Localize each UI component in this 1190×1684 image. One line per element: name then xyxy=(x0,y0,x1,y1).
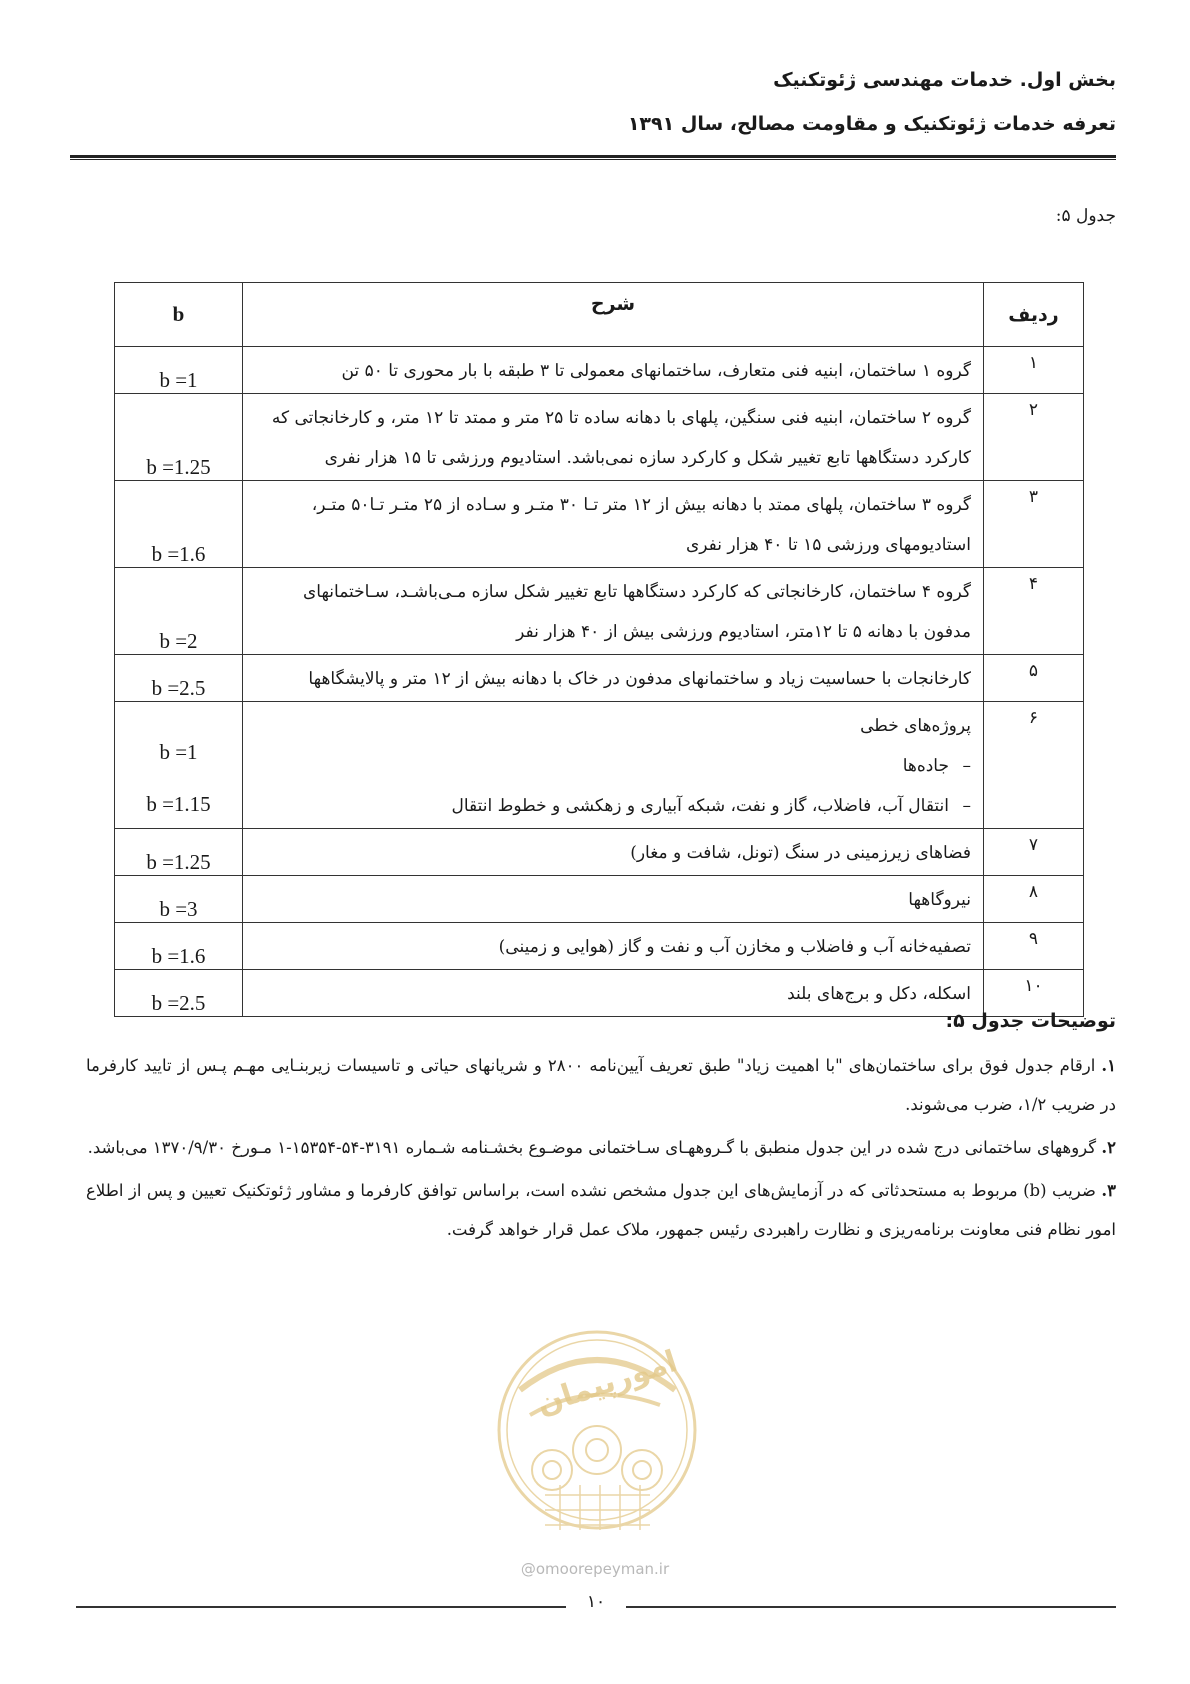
table-row xyxy=(115,347,1084,394)
watermark-url: @omoorepeyman.ir xyxy=(520,1560,670,1578)
row-number: ۸ xyxy=(984,876,1084,923)
table-notes xyxy=(86,1010,1116,1253)
row-b-value: b =2.5 xyxy=(115,655,243,702)
row-b-values xyxy=(115,702,243,829)
table-row xyxy=(115,876,1084,923)
row-description: گروه ۱ ساختمان، ابنیه فنی متعارف، ساختمانهای معمولی تا ۳ طبقه با بار محوری تا ۵۰ تن xyxy=(243,347,984,394)
coefficient-table xyxy=(114,282,1084,1017)
table-row xyxy=(115,655,1084,702)
row-description: کارخانجات با حساسیت زیاد و ساختمانهای مدفون در خاک با دهانه بیش از ۱۲ متر و پالایشگاهها xyxy=(243,655,984,702)
row-b-value: b =1.6 xyxy=(115,923,243,970)
row-number: ۲ xyxy=(984,394,1084,481)
page-footer xyxy=(76,1592,1116,1622)
note-item xyxy=(86,1128,1116,1167)
row-b-value: b =1.25 xyxy=(115,394,243,481)
watermark-logo-icon xyxy=(490,1320,705,1550)
table-row xyxy=(115,481,1084,568)
table-row xyxy=(115,829,1084,876)
row-description: تصفیه‌خانه آب و فاضلاب و مخازن آب و نفت و گاز (هوایی و زمینی) xyxy=(243,923,984,970)
table-row xyxy=(115,923,1084,970)
row-b-value: b =1.25 xyxy=(115,829,243,876)
row-number: ۱ xyxy=(984,347,1084,394)
note-text: ضریب (b) مربوط به مستحدثاتی که در آزمایش‌های این جدول مشخص نشده است، براساس توافق کارفرما و مشاور ژئوتکنیک تعیین و پس از اطلاع امور نظام فنی معاونت برنامه‌ریزی و نظارت راهبردی رئیس جمهور، ملاک عمل قرار خواهد گرفت. xyxy=(86,1181,1116,1239)
header-document-title: تعرفه خدمات ژئوتکنیک و مقاومت مصالح، سال ۱۳۹۱ xyxy=(627,113,1116,135)
row-number: ۱۰ xyxy=(984,970,1084,1017)
sub-item xyxy=(255,746,971,786)
notes-title: توضیحات جدول ۵: xyxy=(945,1010,1116,1032)
row-description: گروه ۴ ساختمان، کارخانجاتی که کارکرد دستگاهها تابع تغییر شکل سازه مـی‌باشـد، سـاختمانهای مدفون با دهانه ۵ تا ۱۲متر، استادیوم ورزشی بیش از ۴۰ هزار نفر xyxy=(243,568,984,655)
table-header-row xyxy=(115,283,1084,347)
row-b-value: b =1.15 xyxy=(146,792,211,816)
header-section-title: بخش اول. خدمات مهندسی ژئوتکنیک xyxy=(773,69,1116,91)
row-number: ۴ xyxy=(984,568,1084,655)
dash-bullet: – xyxy=(962,756,971,776)
header-b: b xyxy=(115,283,243,347)
row-number: ۷ xyxy=(984,829,1084,876)
row-description: فضاهای زیرزمینی در سنگ (تونل، شافت و مغار) xyxy=(243,829,984,876)
note-number: ۲. xyxy=(1101,1138,1116,1157)
note-item xyxy=(86,1171,1116,1249)
dash-bullet: – xyxy=(962,796,971,816)
row-b-value: b =1 xyxy=(159,740,198,764)
row-number: ۹ xyxy=(984,923,1084,970)
row-number: ۳ xyxy=(984,481,1084,568)
row-number: ۵ xyxy=(984,655,1084,702)
row-description: اسکله، دکل و برج‌های بلند xyxy=(243,970,984,1017)
row-b-value: b =2 xyxy=(115,568,243,655)
sub-item-label: جاده‌ها xyxy=(902,756,949,776)
note-number: ۳. xyxy=(1101,1181,1117,1200)
row-b-value: b =1 xyxy=(115,347,243,394)
row-description: نیروگاهها xyxy=(243,876,984,923)
note-text: گروههای ساختمانی درج شده در این جدول منطبق با گـروههـای سـاختمانی موضـوع بخشـنامه شـماره ۳۱۹۱-۵۴-۱۵۳۵۴-۱ مـورخ ۱۳۷۰/۹/۳۰ می‌باشد. xyxy=(87,1138,1097,1157)
row-description-title: پروژه‌های خطی xyxy=(860,716,971,736)
table-row xyxy=(115,568,1084,655)
page-header xyxy=(70,58,1116,146)
watermark-logo-text: امورپیمان xyxy=(532,1343,682,1423)
row-description xyxy=(243,702,984,829)
header-radif: ردیف xyxy=(984,283,1084,347)
note-item xyxy=(86,1046,1116,1124)
table-caption: جدول ۵: xyxy=(1055,206,1116,226)
table-row xyxy=(115,394,1084,481)
sub-item xyxy=(255,786,971,826)
row-description: گروه ۲ ساختمان، ابنیه فنی سنگین، پلهای با دهانه ساده تا ۲۵ متر و ممتد تا ۱۲ متر، و کارخانجاتی که کارکرد دستگاهها تابع تغییر شکل و کارکرد سازه نمی‌باشد. استادیوم ورزشی تا ۱۵ هزار نفری xyxy=(243,394,984,481)
note-number: ۱. xyxy=(1101,1056,1117,1075)
row-b-value: b =1.6 xyxy=(115,481,243,568)
header-sharh: شرح xyxy=(243,283,984,347)
row-description: گروه ۳ ساختمان، پلهای ممتد با دهانه بیش از ۱۲ متر تـا ۳۰ متـر و سـاده از ۲۵ متـر تـا۵۰ متـر، استادیومهای ورزشی ۱۵ تا ۴۰ هزار نفری xyxy=(243,481,984,568)
page-number: ۱۰ xyxy=(586,1592,606,1612)
header-divider xyxy=(70,155,1116,160)
sub-item-label: انتقال آب، فاضلاب، گاز و نفت، شبکه آبیاری و زهکشی و خطوط انتقال xyxy=(451,796,949,816)
note-text: ارقام جدول فوق برای ساختمان‌های "با اهمیت زیاد" طبق تعریف آیین‌نامه ۲۸۰۰ و شریانهای حیاتی و تاسیسات زیربنـایی مهـم پـس از تایید کارفرما در ضریب ۱/۲، ضرب می‌شوند. xyxy=(86,1056,1116,1114)
row-number: ۶ xyxy=(984,702,1084,829)
table-row xyxy=(115,702,1084,829)
row-b-value: b =3 xyxy=(115,876,243,923)
footer-rule-right xyxy=(626,1606,1116,1608)
row-b-value: b =2.5 xyxy=(115,970,243,1017)
